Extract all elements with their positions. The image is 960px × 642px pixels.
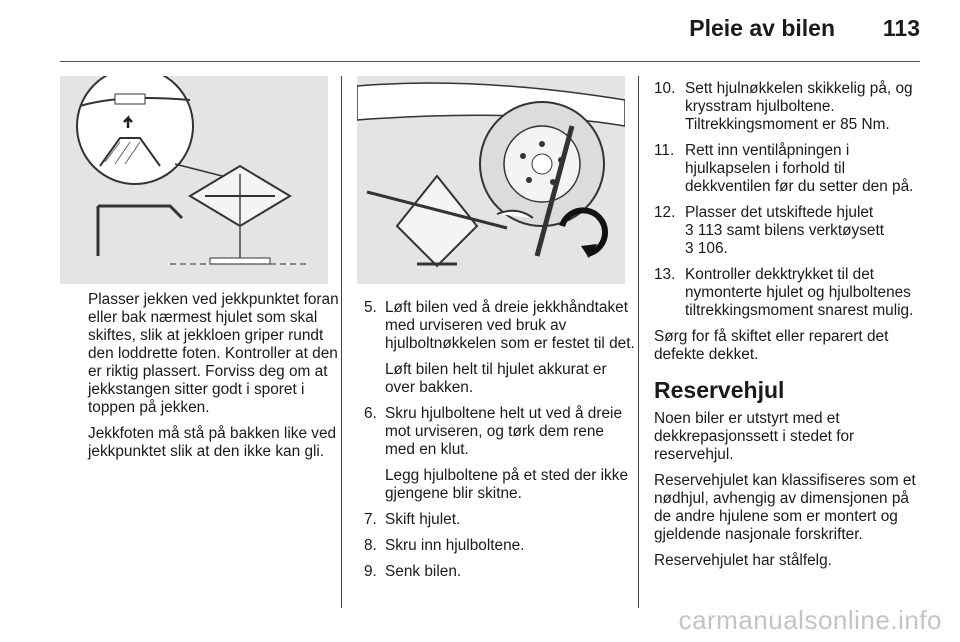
note: Sørg for få skiftet eller reparert det defekte dekket. [654,328,889,363]
list-item: 5. Løft bilen ved å dreie jekkhåndtaket med urviseren ved bruk av hjulboltnøkkelen som er festet til det. Løft bilen helt til hjulet akkurat er over bakken. [364,299,635,396]
paragraph: Reservehjulet kan klassifiseres som et nødhjul, avhengig av dimensjonen på de andre hjulene som er montert og gjeldende nasjonale forskrifter. [654,472,916,543]
page-reference: 3 113 samt bilens verktøysett [685,222,885,239]
step-list-continued [654,80,924,320]
raising-car-drawing [357,76,625,284]
list-item: 9. Senk bilen. [364,563,462,580]
step-list [364,299,636,581]
page-number: 113 [882,15,920,41]
list-item: 6. Skru hjulboltene helt ut ved å dreie mot urviseren, og tørk dem rene med en klut. Legg hjulboltene på et sted der ikke gjengene blir skitne. [364,405,629,502]
page-footer [0,598,960,638]
left-column-text [88,291,340,469]
list-item: 10. Sett hjulnøkkelen skikkelig på, og krysstram hjulboltene. Tiltrekkingsmoment er 85 Nm. [654,80,913,133]
list-item: 8. Skru inn hjulboltene. [364,537,525,554]
raising-car-illustration [357,76,625,284]
watermark: carmanualsonline.info [678,605,942,635]
jack-placement-drawing [60,76,328,284]
page-header [0,0,960,62]
section-heading: Reservehjul [654,377,785,403]
middle-column-text [364,299,636,589]
header-rule [60,61,920,62]
paragraph: Reservehjulet har stålfelg. [654,552,832,569]
page-title: Pleie av bilen [689,15,835,41]
right-column-text [654,80,924,578]
column-divider-left [341,76,342,608]
column-divider-right [638,76,639,608]
paragraph: Plasser jekken ved jekkpunktet foran eller bak nærmest hjulet som skal skiftes, slik at jekkloen griper rundt den loddrette foten. Kontroller at den er riktig plassert. Forviss deg om at jekkstangen sitter godt i sporet i toppen på jekken. [88,291,339,416]
list-item: 12. Plasser det utskiftede hjulet 3 113 samt bilens verktøysett 3 106. [654,204,885,257]
paragraph: Noen biler er utstyrt med et dekkrepasjonssett i stedet for reservehjul. [654,410,855,463]
list-item: 13. Kontroller dekktrykket til det nymonterte hjulet og hjulboltenes tiltrekkingsmoment snarest mulig. [654,266,914,319]
page-reference: 3 106. [685,240,728,257]
list-item: 11. Rett inn ventilåpningen i hjulkapselen i forhold til dekkventilen før du setter den på. [654,142,914,195]
paragraph: Jekkfoten må stå på bakken like ved jekkpunktet slik at den ikke kan gli. [88,425,337,460]
jack-placement-illustration [60,76,328,284]
list-item: 7. Skift hjulet. [364,511,461,528]
